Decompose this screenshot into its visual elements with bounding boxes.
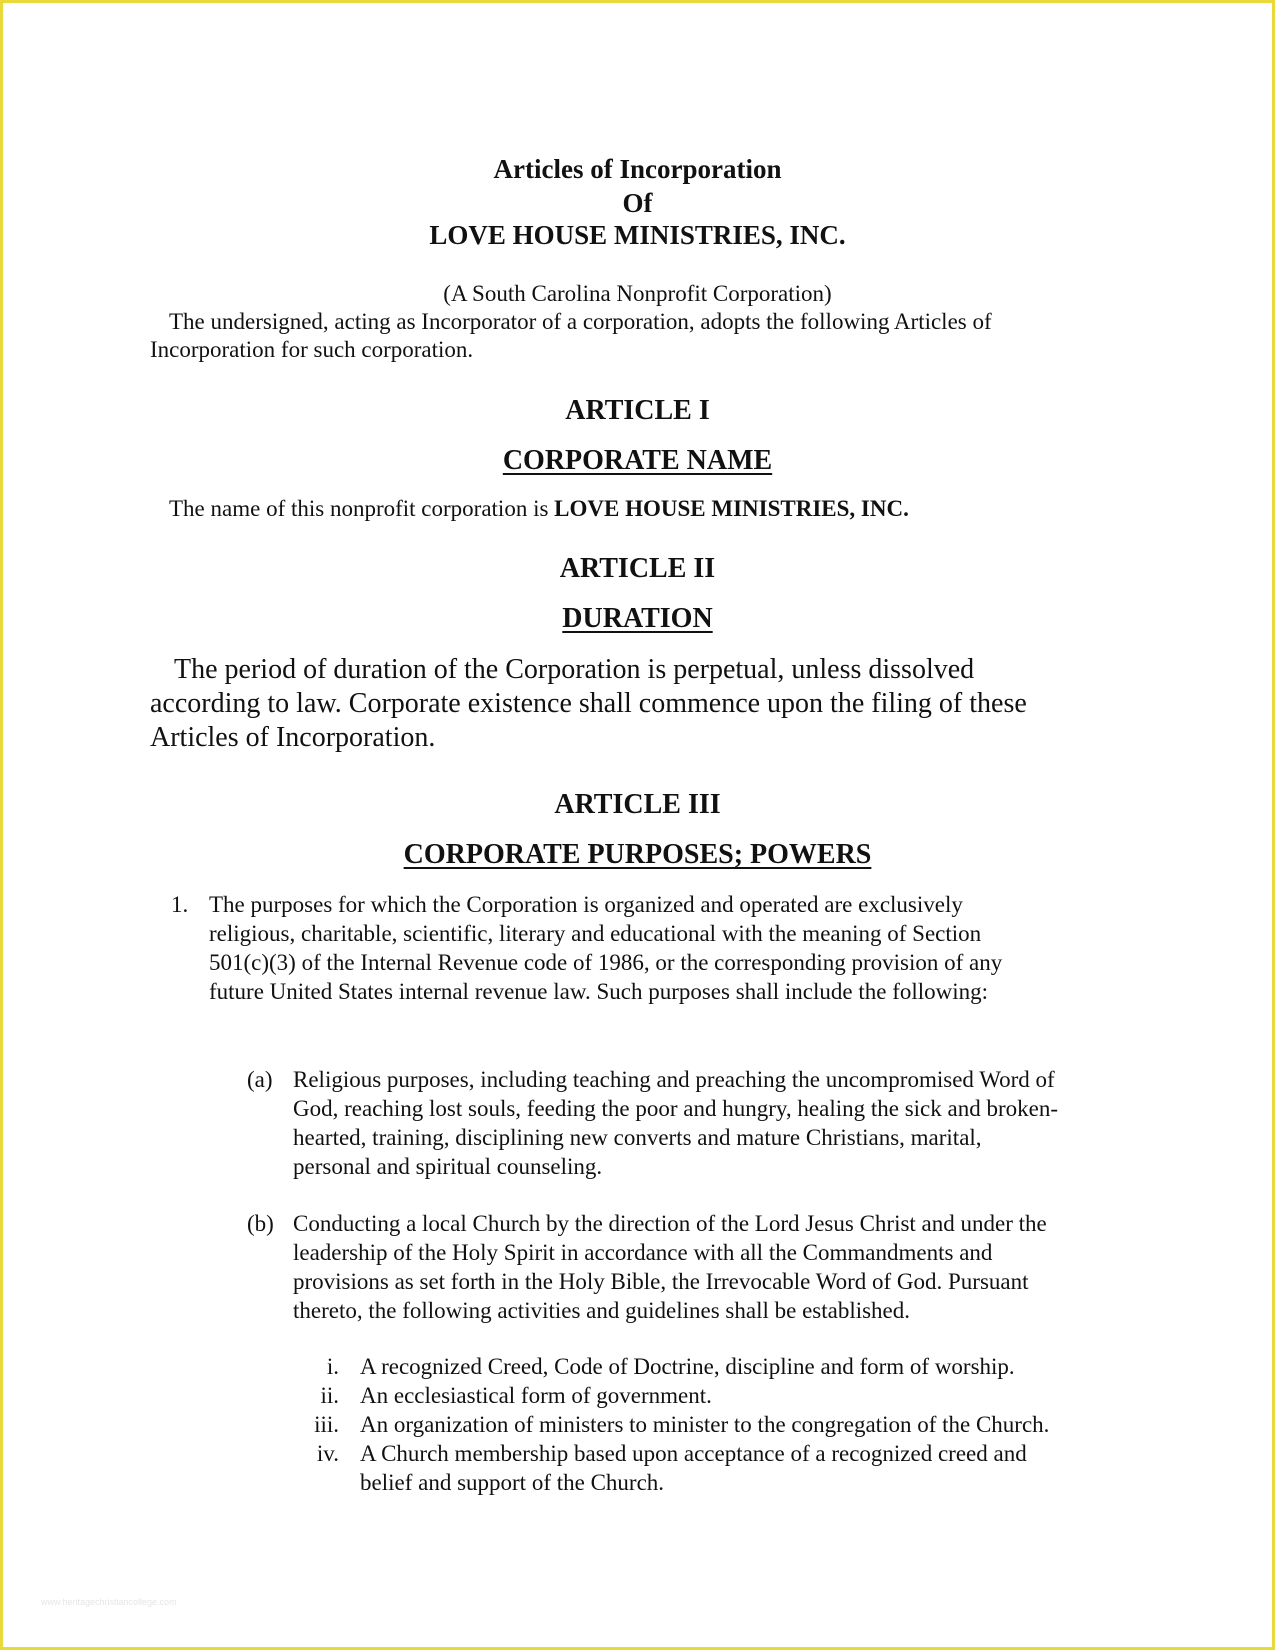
roman-i-number: i. xyxy=(326,1354,339,1379)
article-1-number: ARTICLE I xyxy=(565,395,710,426)
roman-iii-text: An organization of ministers to minister to the congregation of the Church. xyxy=(360,1412,1050,1437)
article-3-number: ARTICLE III xyxy=(554,789,721,820)
article-1-heading: CORPORATE NAME xyxy=(502,445,773,476)
item-1-line-1: The purposes for which the Corporation is organized and operated are exclusively xyxy=(209,892,963,917)
roman-i-text: A recognized Creed, Code of Doctrine, discipline and form of worship. xyxy=(360,1354,1015,1379)
article-2-number: ARTICLE II xyxy=(559,553,716,584)
document-subtitle: (A South Carolina Nonprofit Corporation) xyxy=(443,281,832,306)
article-2-line-3: Articles of Incorporation. xyxy=(150,722,436,753)
sub-a-line-3: hearted, training, disciplining new converts and mature Christians, marital, xyxy=(293,1125,982,1150)
article-2-heading: DURATION xyxy=(562,603,713,634)
article-1-text: The name of this nonprofit corporation is LOVE HOUSE MINISTRIES, INC. xyxy=(169,496,909,521)
intro-line-1: The undersigned, acting as Incorporator of a corporation, adopts the following Articles of xyxy=(169,309,992,334)
sub-b-line-4: thereto, the following activities and guidelines shall be established. xyxy=(293,1298,911,1323)
roman-iv-number: iv. xyxy=(316,1441,339,1466)
roman-iv-text: A Church membership based upon acceptance of a recognized creed and xyxy=(360,1441,1027,1466)
document-title: Articles of Incorporation xyxy=(493,154,782,184)
sub-a-line-2: God, reaching lost souls, feeding the poor and hungry, healing the sick and broken- xyxy=(293,1096,1058,1121)
item-1-line-2: religious, charitable, scientific, literary and educational with the meaning of Section xyxy=(209,921,982,946)
sub-b-label: (b) xyxy=(247,1211,274,1236)
article-2-line-1: The period of duration of the Corporation is perpetual, unless dissolved xyxy=(174,654,975,685)
article-1-corporation-name: LOVE HOUSE MINISTRIES, INC. xyxy=(554,496,909,521)
intro-line-2: Incorporation for such corporation. xyxy=(150,337,474,362)
sub-a-label: (a) xyxy=(247,1067,273,1092)
item-1-number: 1. xyxy=(171,892,189,917)
website-watermark: www.heritagechristiancollege.com xyxy=(41,1597,177,1607)
sub-a-line-1: Religious purposes, including teaching and preaching the uncompromised Word of xyxy=(293,1067,1055,1092)
item-1-line-4: future United States internal revenue law. Such purposes shall include the following: xyxy=(209,979,989,1004)
sub-b-line-1: Conducting a local Church by the direction of the Lord Jesus Christ and under the xyxy=(293,1211,1047,1236)
article-3-heading: CORPORATE PURPOSES; POWERS xyxy=(403,839,872,870)
sub-b-line-3: provisions as set forth in the Holy Bible, the Irrevocable Word of God. Pursuant xyxy=(293,1269,1029,1294)
sub-a-line-4: personal and spiritual counseling. xyxy=(293,1154,603,1179)
roman-ii-number: ii. xyxy=(320,1383,339,1408)
roman-ii-text: An ecclesiastical form of government. xyxy=(360,1383,712,1408)
roman-iv-continued: belief and support of the Church. xyxy=(360,1470,665,1495)
article-2-line-2: according to law. Corporate existence shall commence upon the filing of these xyxy=(150,688,1027,719)
roman-iii-number: iii. xyxy=(314,1412,339,1437)
corporation-name-title: LOVE HOUSE MINISTRIES, INC. xyxy=(429,220,846,250)
item-1-line-3: 501(c)(3) of the Internal Revenue code of 1986, or the corresponding provision of any xyxy=(209,950,1003,975)
document-title-of: Of xyxy=(622,188,653,218)
sub-b-line-2: leadership of the Holy Spirit in accordance with all the Commandments and xyxy=(293,1240,993,1265)
